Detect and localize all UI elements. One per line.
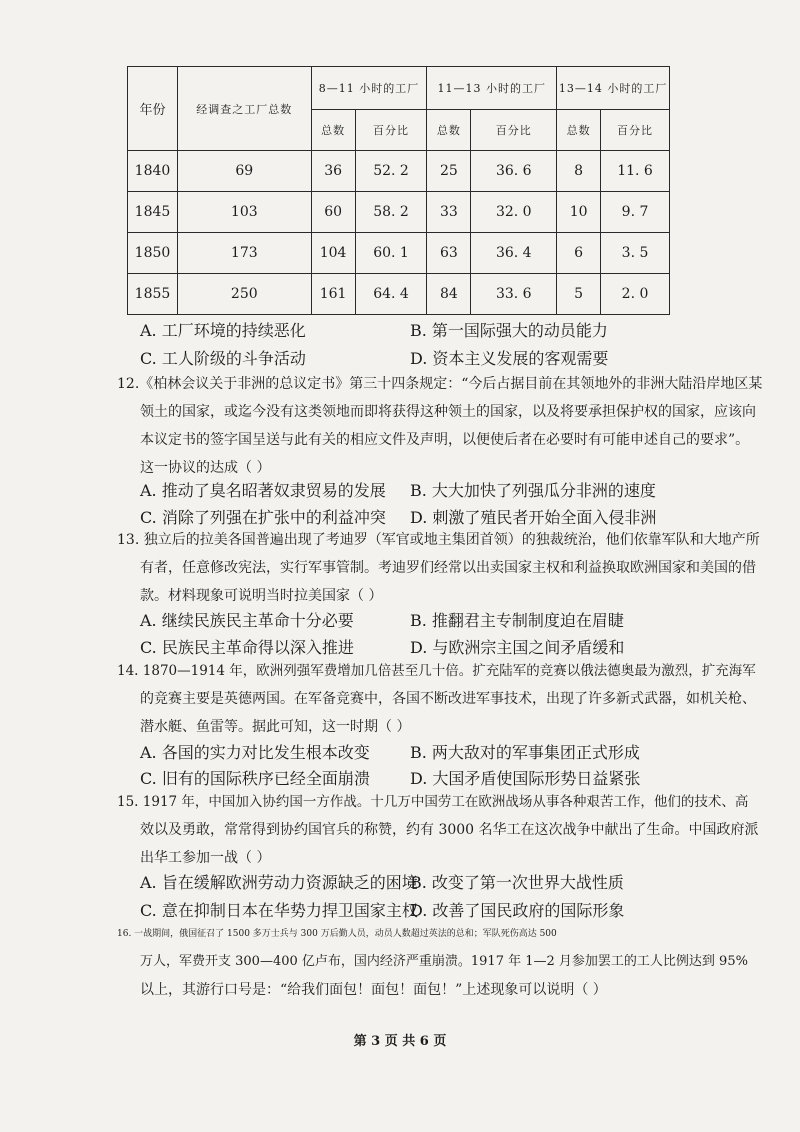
header-count: 总数 [427, 110, 471, 151]
q12-line: 领土的国家，或迄今没有这类领地而即将获得这种领土的国家，以及将要承担保护权的国家，应该向 [140, 404, 756, 420]
cell-year: 1840 [128, 151, 178, 192]
header-group-13-14: 13—14 小时的工厂 [557, 67, 670, 110]
header-percent: 百分比 [601, 110, 670, 151]
cell-percent: 64. 4 [355, 274, 427, 315]
cell-percent: 2. 0 [601, 274, 670, 315]
cell-percent: 32. 0 [471, 192, 557, 233]
cell-count: 84 [427, 274, 471, 315]
q11-option-b: B. 第一国际强大的动员能力 [410, 321, 608, 340]
q12-line: 12.《柏林会议关于非洲的总议定书》第三十四条规定：“今后占据目前在其领地外的非洲大陆沿岸地区某 [117, 376, 763, 392]
q13-option-d: D. 与欧洲宗主国之间矛盾缓和 [410, 638, 625, 657]
cell-count: 25 [427, 151, 471, 192]
q12-line: 这一协议的达成（ ） [140, 460, 271, 476]
q13-line: 有者，任意修改宪法，实行军事管制。考迪罗们经常以出卖国家主权和利益换取欧洲国家和美国的借 [140, 560, 756, 576]
q14-line: 14. 1870—1914 年，欧洲列强军费增加几倍甚至几十倍。扩充陆军的竞赛以俄法德奥最为激烈，扩充海军 [117, 663, 756, 679]
cell-percent: 33. 6 [471, 274, 557, 315]
cell-percent: 36. 4 [471, 233, 557, 274]
header-group-8-11: 8—11 小时的工厂 [311, 67, 427, 110]
q12-option-a: A. 推动了臭名昭著奴隶贸易的发展 [140, 481, 386, 500]
q13-option-c: C. 民族民主革命得以深入推进 [140, 638, 354, 657]
cell-total: 250 [177, 274, 311, 315]
header-count: 总数 [557, 110, 601, 151]
q12-option-b: B. 大大加快了列强瓜分非洲的速度 [410, 481, 656, 500]
q15-stem [117, 788, 759, 872]
header-percent: 百分比 [471, 110, 557, 151]
q14-option-c: C. 旧有的国际秩序已经全面崩溃 [140, 769, 370, 788]
cell-year: 1845 [128, 192, 178, 233]
header-year: 年份 [128, 67, 178, 151]
page-footer: 第 3 页 共 6 页 [353, 1034, 447, 1049]
cell-total: 173 [177, 233, 311, 274]
q13-option-a: A. 继续民族民主革命十分必要 [140, 611, 354, 630]
q15-line: 效以及勇敢，常常得到协约国官兵的称赞，约有 3000 名华工在这次战争中献出了生命。中国政府派 [140, 822, 759, 838]
cell-count: 36 [311, 151, 355, 192]
header-percent: 百分比 [355, 110, 427, 151]
factory-hours-table [127, 66, 670, 315]
cell-count: 60 [311, 192, 355, 233]
q15-option-b: B. 改变了第一次世界大战性质 [410, 873, 624, 892]
q14-stem [117, 657, 756, 741]
q13-line: 款。材料现象可说明当时拉美国家（ ） [140, 588, 383, 604]
q13-line: 13. 独立后的拉美各国普遍出现了考迪罗（军官或地主集团首领）的独裁统治，他们依靠军队和大地产所 [117, 532, 760, 548]
q15-option-c: C. 意在抑制日本在华势力捍卫国家主权 [140, 901, 418, 920]
q14-option-d: D. 大国矛盾使国际形势日益紧张 [410, 769, 641, 788]
cell-count: 10 [557, 192, 601, 233]
cell-percent: 11. 6 [601, 151, 670, 192]
q14-line: 潜水艇、鱼雷等。据此可知，这一时期（ ） [140, 719, 411, 735]
cell-count: 6 [557, 233, 601, 274]
q12-line: 本议定书的签字国呈送与此有关的相应文件及声明，以便使后者在必要时有可能申述自己的要求”。 [140, 432, 750, 448]
q15-line: 15. 1917 年，中国加入协约国一方作战。十几万中国劳工在欧洲战场从事各种艰苦工作，他们的技术、高 [117, 794, 749, 810]
cell-percent: 36. 6 [471, 151, 557, 192]
cell-count: 63 [427, 233, 471, 274]
cell-percent: 3. 5 [601, 233, 670, 274]
header-count: 总数 [311, 110, 355, 151]
q14-option-a: A. 各国的实力对比发生根本改变 [140, 743, 370, 762]
q12-option-d: D. 刺激了殖民者开始全面入侵非洲 [410, 508, 657, 527]
cell-year: 1850 [128, 233, 178, 274]
q16-stem [117, 920, 748, 1004]
q15-option-a: A. 旨在缓解欧洲劳动力资源缺乏的困境 [140, 873, 418, 892]
cell-count: 5 [557, 274, 601, 315]
table-row [128, 151, 670, 192]
table-row [128, 192, 670, 233]
q16-line: 万人，军费开支 300—400 亿卢布，国内经济严重崩溃。1917 年 1—2 月参加罢工的工人比例达到 95% [140, 954, 748, 969]
q16-line: 以上，其游行口号是：“给我们面包！面包！面包！”上述现象可以说明（ ） [140, 982, 607, 998]
cell-year: 1855 [128, 274, 178, 315]
q14-line: 的竞赛主要是英德两国。在军备竞赛中，各国不断改进军事技术，出现了许多新式武器，如机关枪、 [140, 691, 756, 707]
q13-option-b: B. 推翻君主专制制度迫在眉睫 [410, 611, 624, 630]
cell-percent: 9. 7 [601, 192, 670, 233]
q15-line: 出华工参加一战（ ） [140, 850, 271, 866]
cell-total: 103 [177, 192, 311, 233]
q15-option-d: D. 改善了国民政府的国际形象 [410, 901, 625, 920]
cell-percent: 58. 2 [355, 192, 427, 233]
q16-line: 16. 一战期间，俄国征召了 1500 多万士兵与 300 万后勤人员，动员人数超过英法的总和；军队死伤高达 500 [117, 929, 557, 939]
table-row [128, 274, 670, 315]
q11-option-c: C. 工人阶级的斗争活动 [140, 349, 306, 368]
q14-option-b: B. 两大敌对的军事集团正式形成 [410, 743, 640, 762]
cell-percent: 60. 1 [355, 233, 427, 274]
cell-percent: 52. 2 [355, 151, 427, 192]
table-row [128, 233, 670, 274]
header-total: 经调查之工厂总数 [177, 67, 311, 151]
cell-count: 8 [557, 151, 601, 192]
q11-option-d: D. 资本主义发展的客观需要 [410, 349, 609, 368]
q12-option-c: C. 消除了列强在扩张中的利益冲突 [140, 508, 386, 527]
cell-total: 69 [177, 151, 311, 192]
q12-stem [117, 370, 762, 482]
header-group-11-13: 11—13 小时的工厂 [427, 67, 557, 110]
cell-count: 33 [427, 192, 471, 233]
q11-option-a: A. 工厂环境的持续恶化 [140, 321, 306, 340]
cell-count: 104 [311, 233, 355, 274]
q13-stem [117, 526, 760, 610]
cell-count: 161 [311, 274, 355, 315]
